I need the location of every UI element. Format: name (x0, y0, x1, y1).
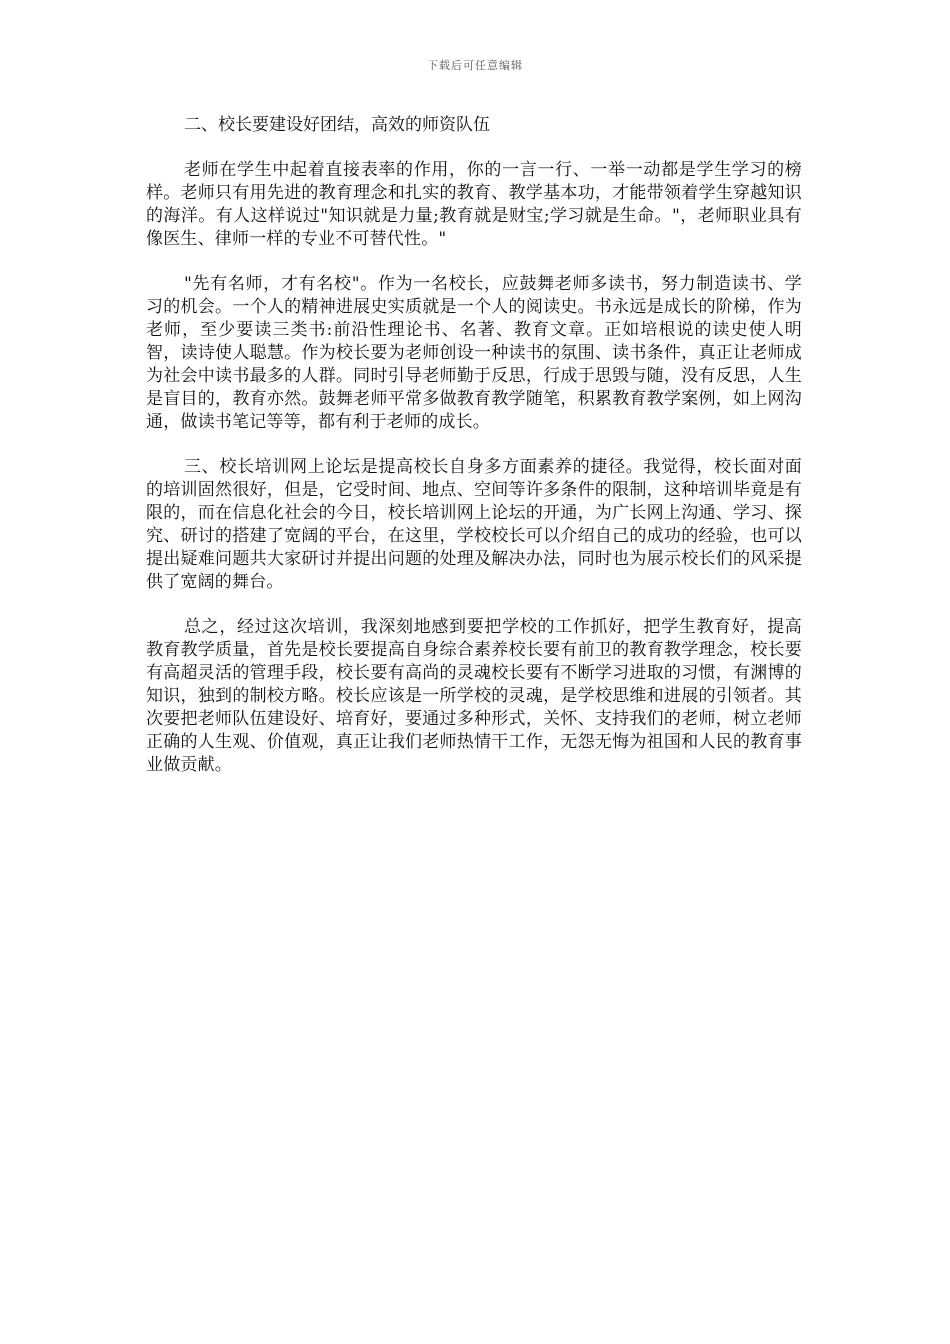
section-heading: 二、校长要建设好团结，高效的师资队伍 (184, 115, 490, 135)
paragraph-reading: "先有名师，才有名校"。作为一名校长，应鼓舞老师多读书，努力制造读书、学习的机会。一个人的精神进展史实质就是一个人的阅读史。书永远是成长的阶梯，作为老师，至少要读三类书:前沿性理论书、名著、教育文章。正如培根说的读史使人明智，读诗使人聪慧。作为校长要为老师创设一种读书的氛围、读书条件，真正让老师成为社会中读书最多的人群。同时引导老师勤于反思，行成于思毁与随，没有反思，人生是盲目的，教育亦然。鼓舞老师平常多做教育教学随笔，积累教育教学案例，如上网沟通，做读书笔记等等，都有利于老师的成长。 (146, 274, 802, 432)
paragraph-conclusion: 总之，经过这次培训，我深刻地感到要把学校的工作抓好，把学生教育好，提高教育教学质量，首先是校长要提高自身综合素养校长要有前卫的教育教学理念，校长要有高超灵活的管理手段，校长要有高尚的灵魂校长要有不断学习进取的习惯，有渊博的知识，独到的制校方略。校长应该是一所学校的灵魂，是学校思维和进展的引领者。其次要把老师队伍建设好、培育好，要通过多种形式，关怀、支持我们的老师，树立老师正确的人生观、价值观，真正让我们老师热情干工作，无怨无悔为祖国和人民的教育事业做贡献。 (146, 617, 802, 775)
document-body (146, 114, 802, 799)
paragraph-teacher-role: 老师在学生中起着直接表率的作用，你的一言一行、一举一动都是学生学习的榜样。老师只有用先进的教育理念和扎实的教育、教学基本功，才能带领着学生穿越知识的海洋。有人这样说过"知识就是力量;教育就是财宝;学习就是生命。"，老师职业具有像医生、律师一样的专业不可替代性。" (146, 160, 802, 249)
header-note: 下载后可任意编辑 (427, 59, 523, 72)
paragraph-online-forum: 三、校长培训网上论坛是提高校长自身多方面素养的捷径。我觉得，校长面对面的培训固然很好，但是，它受时间、地点、空间等许多条件的限制，这种培训毕竟是有限的，而在信息化社会的今日，校长培训网上论坛的开通，为广长网上沟通、学习、探究、研讨的搭建了宽阔的平台，在这里，学校校长可以介绍自己的成功的经验，也可以提出疑难问题共大家研讨并提出问题的处理及解决办法，同时也为展示校长们的风采提供了宽阔的舞台。 (146, 457, 802, 592)
